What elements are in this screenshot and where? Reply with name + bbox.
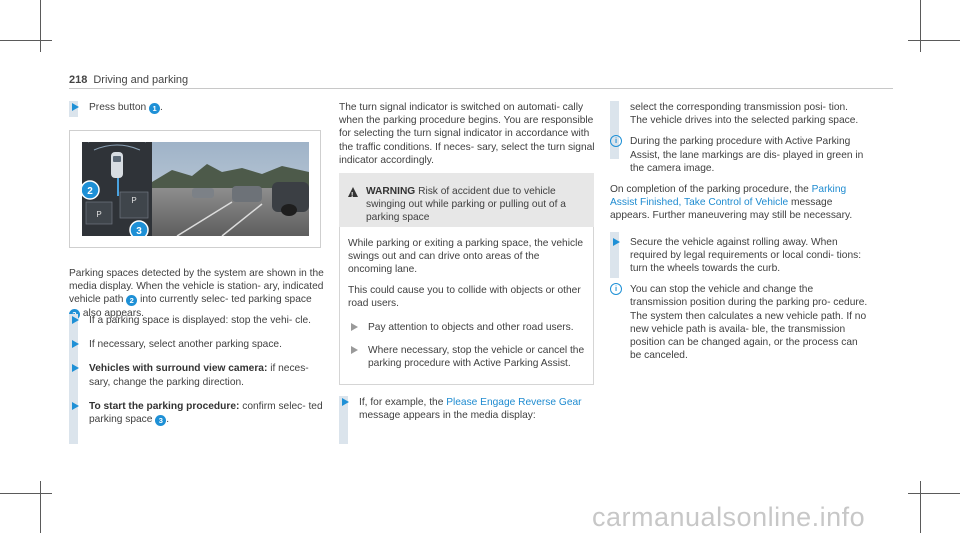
arrow-icon [72,340,79,348]
warning-step-attention: Pay attention to objects and other road users. [348,321,586,334]
callout-2: 2 [87,186,93,197]
info-icon: i [610,135,622,147]
arrow-icon [351,346,358,354]
callout-badge: 2 [126,295,137,306]
arrow-icon [72,316,79,324]
arrow-icon [72,364,79,372]
parking-slot-label: P [131,196,137,205]
crop-mark [908,40,960,41]
step-stop-vehicle: If a parking space is displayed: stop the vehi- cle. [69,314,325,327]
step-surround-view: Vehicles with surround view camera: if neces- sary, change the parking direction. [69,362,325,388]
step-press-button: Press button 1 . [69,101,325,114]
section-title: Driving and parking [93,74,189,86]
step-secure-vehicle: Secure the vehicle against rolling away. When required by legal requirements or local condi- tions: turn the wheels towards the curb. [610,236,868,276]
callout-badge: 1 [149,103,160,114]
arrow-icon [351,323,358,331]
arrow-icon [72,103,79,111]
column-2-step [339,396,597,422]
arrow-icon [72,402,79,410]
info-lane-markings: i During the parking procedure with Active Parking Assist, the lane markings are dis- played in green in the camera image. [610,135,868,175]
paragraph-completion: On completion of the parking procedure, the Parking Assist Finished, Take Control of Vehicle message appears. Further maneuvering may still be necessary. [610,184,853,222]
info-transmission: i You can stop the vehicle and change the transmission position during the parking pro- cedure. The system then calculates a new vehicle path. If no new vehicle path is availa- ble, the transmission position can be changed again, or the process can be canceled. [610,283,868,362]
column-1 [69,101,325,114]
header-divider [69,88,893,89]
parking-slot-label: P [96,210,102,219]
crop-mark [40,481,41,533]
warning-content [348,185,586,370]
arrow-icon [342,398,349,406]
warning-step-stop: Where necessary, stop the vehicle or cancel the parking procedure with Active Parking Assist. [348,344,586,370]
crop-mark [920,481,921,533]
callout-3: 3 [136,226,142,236]
crop-mark [0,493,52,494]
display-message: Please Engage Reverse Gear [446,397,582,408]
warning-icon [348,187,358,197]
warning-body-2: This could cause you to collide with objects or other road users. [348,285,581,310]
info-icon: i [610,283,622,295]
warning-title: ! WARNING Risk of accident due to vehicle swinging out while parking or pulling out of a parking space [348,185,586,225]
watermark: carmanualsonline.info [592,502,866,532]
step-start-parking: To start the parking procedure: confirm selec- ted parking space 3 . [69,400,325,426]
page-number: 218 [69,74,88,86]
camera-image [82,142,309,236]
column-2-intro [339,101,597,175]
column-1-steps [69,314,325,426]
paragraph-detected-spaces: Parking spaces detected by the system are shown in the media display. When the vehicle is station- ary, indicated vehicle path 2 into currently selec- ted parking space also appears. [69,268,324,319]
page-header [69,74,188,86]
arrow-icon [613,238,620,246]
callout-badge: 3 [155,415,166,426]
crop-mark [908,493,960,494]
step-continuation: select the corresponding transmission posi- tion. The vehicle drives into the selected parking space. [630,102,859,127]
crop-mark [920,0,921,52]
step-engage-reverse: If, for example, the Please Engage Reverse Gear message appears in the media display: [339,396,597,422]
step-select-another: If necessary, select another parking space. [69,338,325,351]
display-message: Parking Assist Finished, Take Control of Vehicle [610,184,847,209]
paragraph-turn-signal: The turn signal indicator is switched on automati- cally when the parking procedure begins. You are responsible for selecting the turn signal indicator in accordance with the traffic conditions. If neces- sary, select the turn signal indicator accordingly. [339,102,595,166]
warning-body-1: While parking or exiting a parking space, the vehicle swings out and can drive onto areas of the oncoming lane. [348,237,584,276]
crop-mark [0,40,52,41]
column-3 [610,101,868,362]
crop-mark [40,0,41,52]
